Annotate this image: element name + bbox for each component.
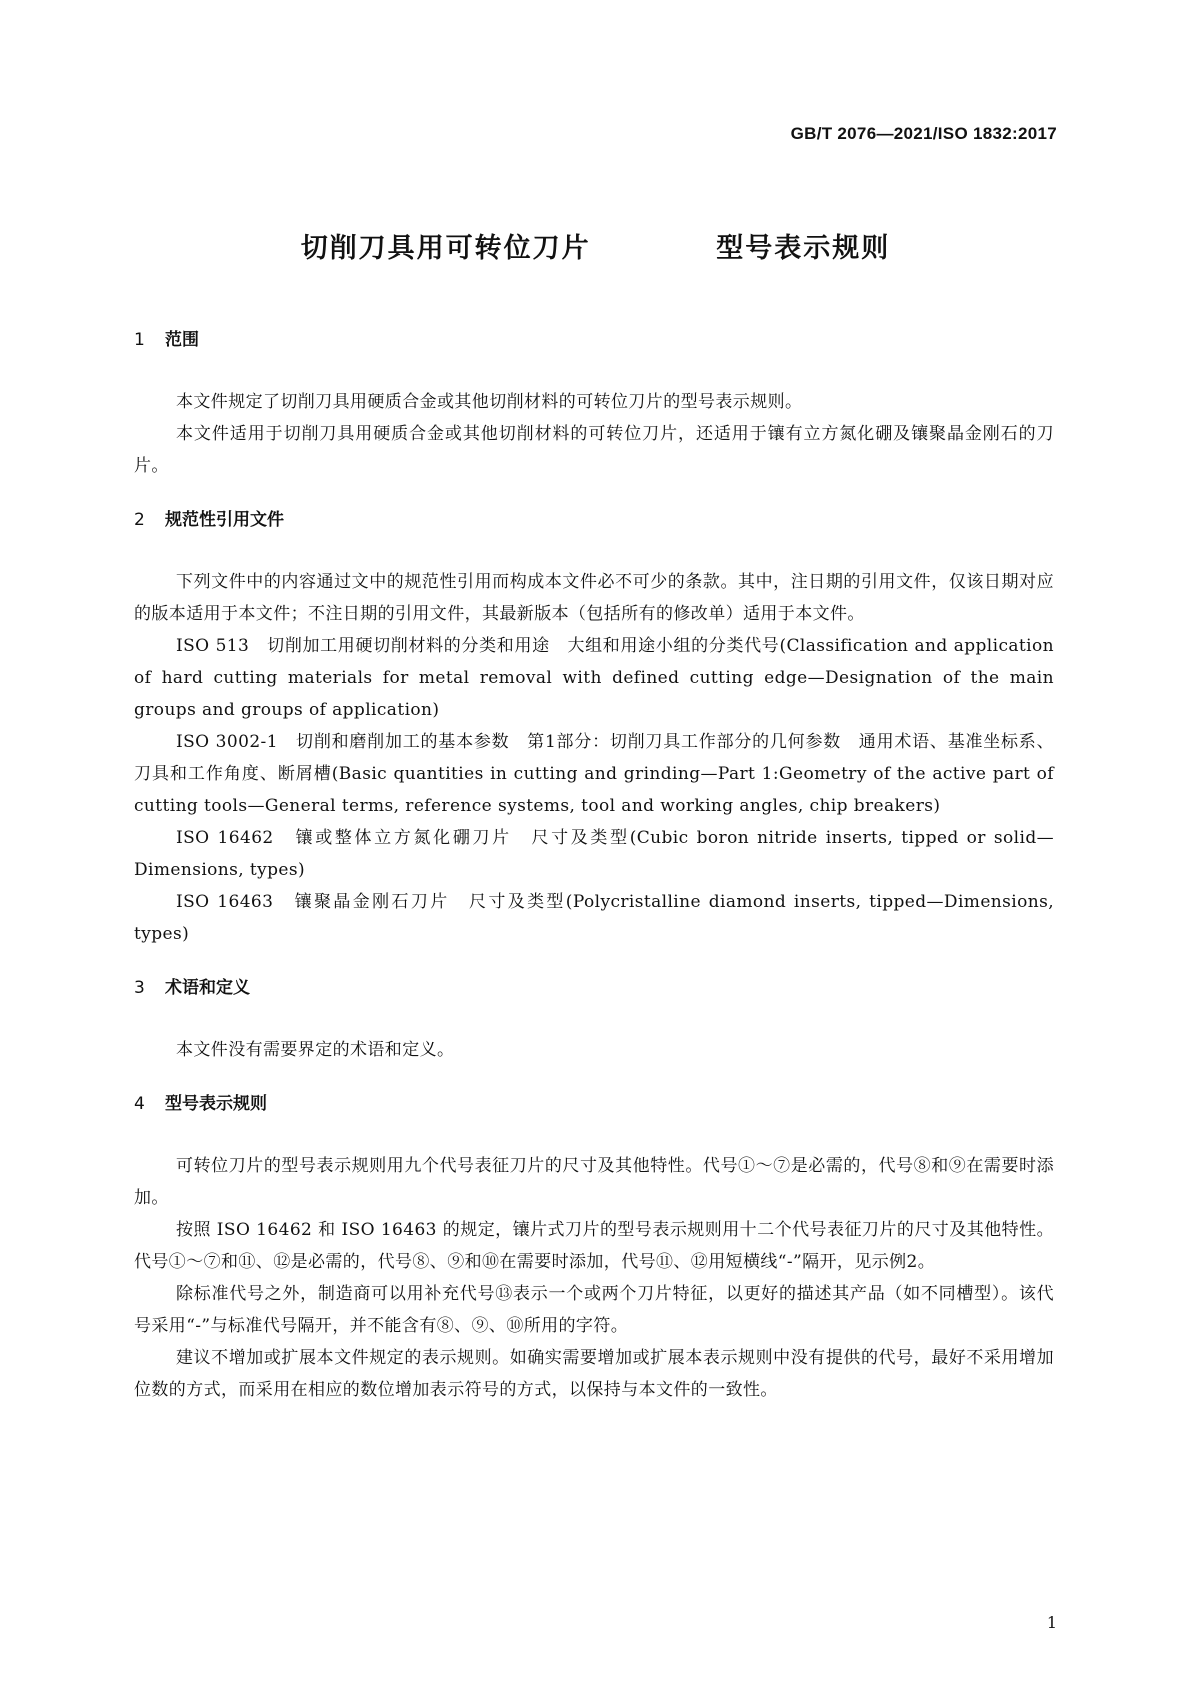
paragraph: 按照 ISO 16462 和 ISO 16463 的规定，镶片式刀片的型号表示规则用十二个代号表征刀片的尺寸及其他特性。代号①～⑦和⑪、⑫是必需的，代号⑧、⑨和⑩在需要时添加，代号⑪、⑫用短横线“-”隔开，见示例2。 [134,1220,1054,1272]
section-number: 3 [134,978,145,998]
section-number: 1 [134,330,145,350]
section-number: 2 [134,510,145,530]
section-heading [134,1092,1054,1116]
paragraph: 本文件适用于切削刀具用硬质合金或其他切削材料的可转位刀片，还适用于镶有立方氮化硼及镶聚晶金刚石的刀片。 [134,424,1054,476]
section-normative-references [134,508,1054,950]
section-number: 4 [134,1094,145,1114]
section-heading [134,976,1054,1000]
section-title: 范围 [165,330,199,350]
paragraph: 可转位刀片的型号表示规则用九个代号表征刀片的尺寸及其他特性。代号①～⑦是必需的，代号⑧和⑨在需要时添加。 [134,1156,1054,1208]
paragraph: 除标准代号之外，制造商可以用补充代号⑬表示一个或两个刀片特征，以更好的描述其产品（如不同槽型）。该代号采用“-”与标准代号隔开，并不能含有⑧、⑨、⑩所用的字符。 [134,1284,1054,1336]
section-terms-definitions [134,976,1054,1066]
document-body [134,328,1054,1432]
section-title: 规范性引用文件 [165,510,284,530]
paragraph: 本文件规定了切削刀具用硬质合金或其他切削材料的可转位刀片的型号表示规则。 [176,392,803,412]
standard-code: GB/T 2076—2021/ISO 1832:2017 [790,124,1057,143]
paragraph: 本文件没有需要界定的术语和定义。 [176,1040,455,1060]
section-scope [134,328,1054,482]
reference-item: ISO 16463 镶聚晶金刚石刀片 尺寸及类型(Polycristalline diamond inserts, tipped—Dimensions, types) [134,892,1054,944]
section-title: 术语和定义 [165,978,250,998]
page-number: 1 [1046,1613,1057,1632]
reference-item: ISO 513 切削加工用硬切削材料的分类和用途 大组和用途小组的分类代号(Classification and application of hard cutting materials for metal removal with defined cutting edge—Designation of the main groups and groups of application) [134,636,1054,720]
section-title: 型号表示规则 [165,1094,267,1114]
reference-item: ISO 3002-1 切削和磨削加工的基本参数 第1部分：切削刀具工作部分的几何参数 通用术语、基准坐标系、刀具和工作角度、断屑槽(Basic quantities in cutting and grinding—Part 1:Geometry of the active part of cutting tools—General terms, reference systems, tool and working angles, chip breakers) [134,732,1054,816]
document-title: 切削刀具用可转位刀片 型号表示规则 [300,233,891,264]
section-heading [134,328,1054,352]
reference-item: ISO 16462 镶或整体立方氮化硼刀片 尺寸及类型(Cubic boron nitride inserts, tipped or solid—Dimensions, types) [134,828,1054,880]
section-designation-rules [134,1092,1054,1406]
section-heading [134,508,1054,532]
paragraph: 建议不增加或扩展本文件规定的表示规则。如确实需要增加或扩展本表示规则中没有提供的代号，最好不采用增加位数的方式，而采用在相应的数位增加表示符号的方式，以保持与本文件的一致性。 [134,1348,1054,1400]
paragraph: 下列文件中的内容通过文中的规范性引用而构成本文件必不可少的条款。其中，注日期的引用文件，仅该日期对应的版本适用于本文件；不注日期的引用文件，其最新版本（包括所有的修改单）适用于本文件。 [134,572,1054,624]
